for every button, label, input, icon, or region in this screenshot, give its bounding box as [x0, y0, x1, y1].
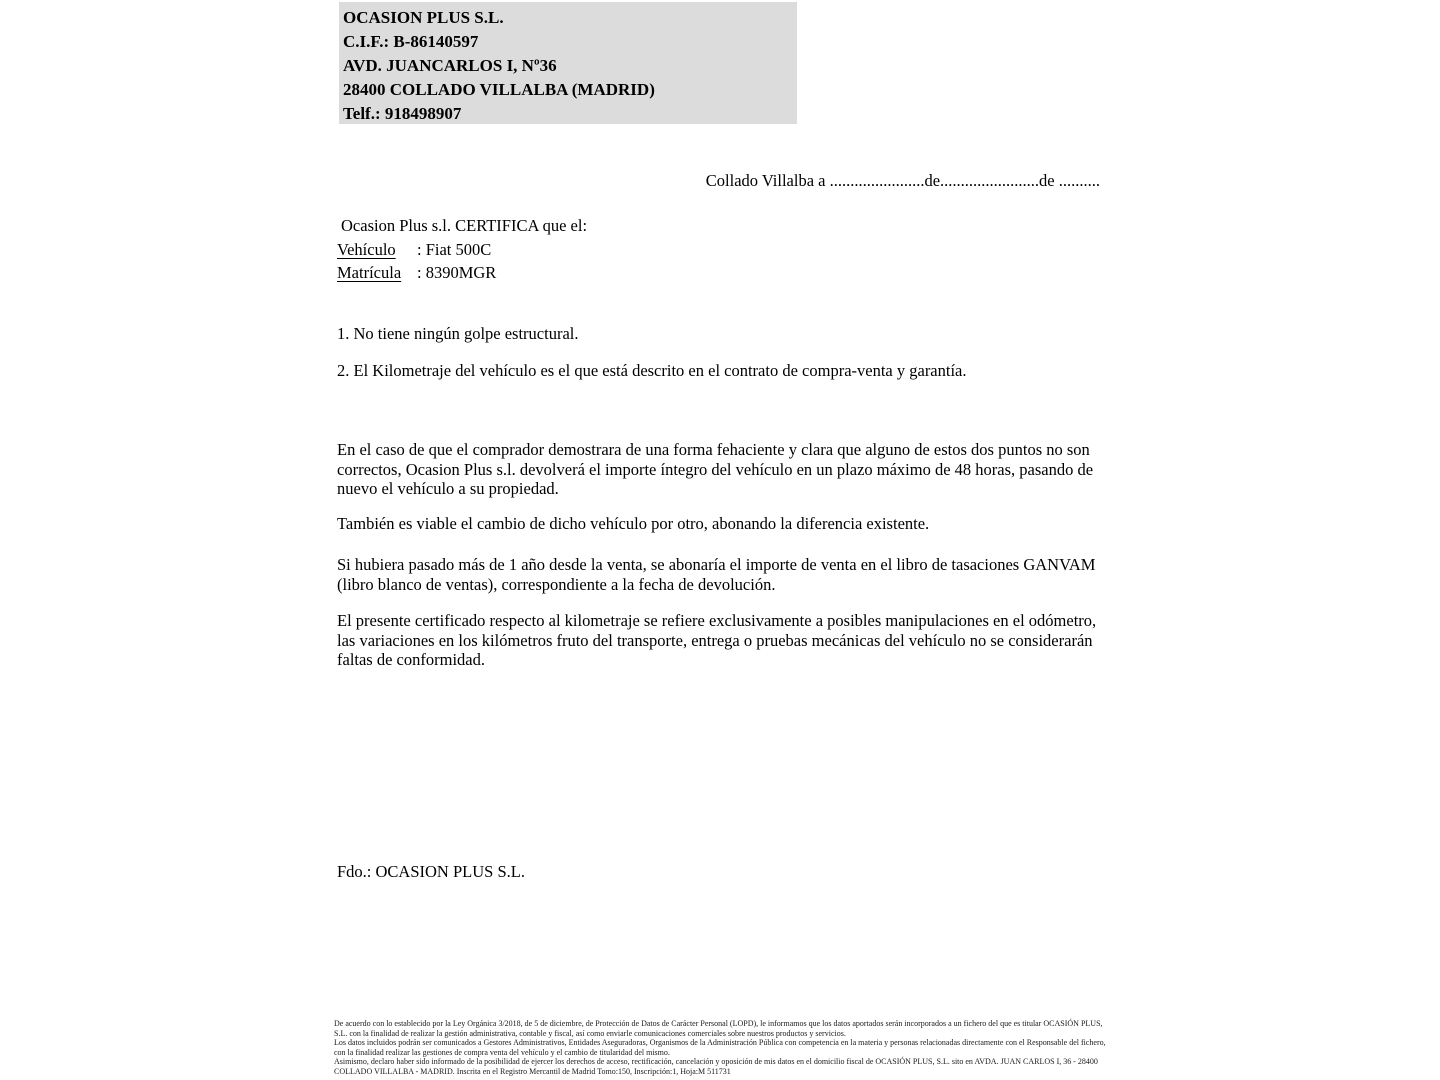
certificate-intro-block [337, 214, 587, 285]
company-phone: Telf.: 918498907 [343, 104, 462, 123]
certified-point-1: 1. No tiene ningún golpe estructural. [337, 324, 579, 343]
vehicle-value: : Fiat 500C [417, 239, 492, 259]
ganvam-clause-paragraph: Si hubiera pasado más de 1 año desde la venta, se abonaría el importe de venta en el libro de tasaciones GANVAM (libro blanco de ventas), correspondiente a la fecha de devolución. [337, 555, 1096, 594]
certified-point-2: 2. El Kilometraje del vehículo es el que está descrito en el contrato de compra-venta y garantía. [337, 361, 967, 380]
legal-notice-lopd: De acuerdo con lo establecido por la Ley Orgánica 3/2018, de 5 de diciembre, de Protección de Datos de Carácter Personal (LOPD), le informamos que los datos aportados serán incorporados a un fichero del que es titular OCASIÓN PLUS, S.L. con la finalidad de realizar la gestión administrativa, contable y fiscal, así como enviarle comunicaciones comerciales sobre nuestros productos y servicios. [334, 1019, 1103, 1038]
company-cif: C.I.F.: B-86140597 [343, 32, 479, 51]
signature-line: Fdo.: OCASION PLUS S.L. [337, 862, 525, 881]
plate-row [337, 261, 587, 285]
company-name: OCASION PLUS S.L. [343, 8, 504, 27]
legal-notice-block [334, 1019, 1106, 1076]
company-address: AVD. JUANCARLOS I, Nº36 [343, 56, 557, 75]
legal-notice-rights-registry: Asimismo, declaro haber sido informado de la posibilidad de ejercer los derechos de acceso, rectificación, cancelación y oposición de mis datos en el domicilio fiscal de OCASIÓN PLUS, S.L. sito en AVDA. JUAN CARLOS I, 36 - 28400 COLLADO VILLALBA - MADRID. Inscrita en el Registro Mercantil de Madrid Tomo:150, Inscripción:1, Hoja:M 511731 [334, 1057, 1098, 1076]
plate-value: : 8390MGR [417, 263, 497, 282]
vehicle-row [337, 238, 587, 262]
company-header-box [339, 2, 797, 124]
vehicle-label: Vehículo [337, 239, 396, 259]
exchange-clause-paragraph: También es viable el cambio de dicho vehículo por otro, abonando la diferencia existente. [337, 514, 930, 533]
legal-notice-data-sharing: Los datos incluidos podrán ser comunicados a Gestores Administrativos, Entidades Aseguradoras, Organismos de la Administración Pública con competencia en la materia y personas relacionadas directamente con el Responsable del fichero, con la finalidad realizar las gestiones de compra venta del vehículo y el cambio de titularidad del mismo. [334, 1038, 1106, 1057]
plate-label: Matrícula [337, 263, 402, 282]
odometer-clause-paragraph: El presente certificado respecto al kilometraje se refiere exclusivamente a posibles manipulaciones en el odómetro, las variaciones en los kilómetros fruto del transporte, entrega o pruebas mecánicas del vehículo no se considerarán faltas de conformidad. [337, 611, 1097, 670]
refund-clause-paragraph: En el caso de que el comprador demostrara de una forma fehaciente y clara que alguno de estos dos puntos no son correctos, Ocasion Plus s.l. devolverá el importe íntegro del vehículo en un plazo máximo de 48 horas, pasando de nuevo el vehículo a su propiedad. [337, 440, 1094, 499]
company-city: 28400 COLLADO VILLALBA (MADRID) [343, 80, 655, 99]
place-and-date-line: Collado Villalba a .......................de........................de .......... [705, 171, 1100, 190]
certifies-statement: Ocasion Plus s.l. CERTIFICA que el: [341, 216, 588, 235]
